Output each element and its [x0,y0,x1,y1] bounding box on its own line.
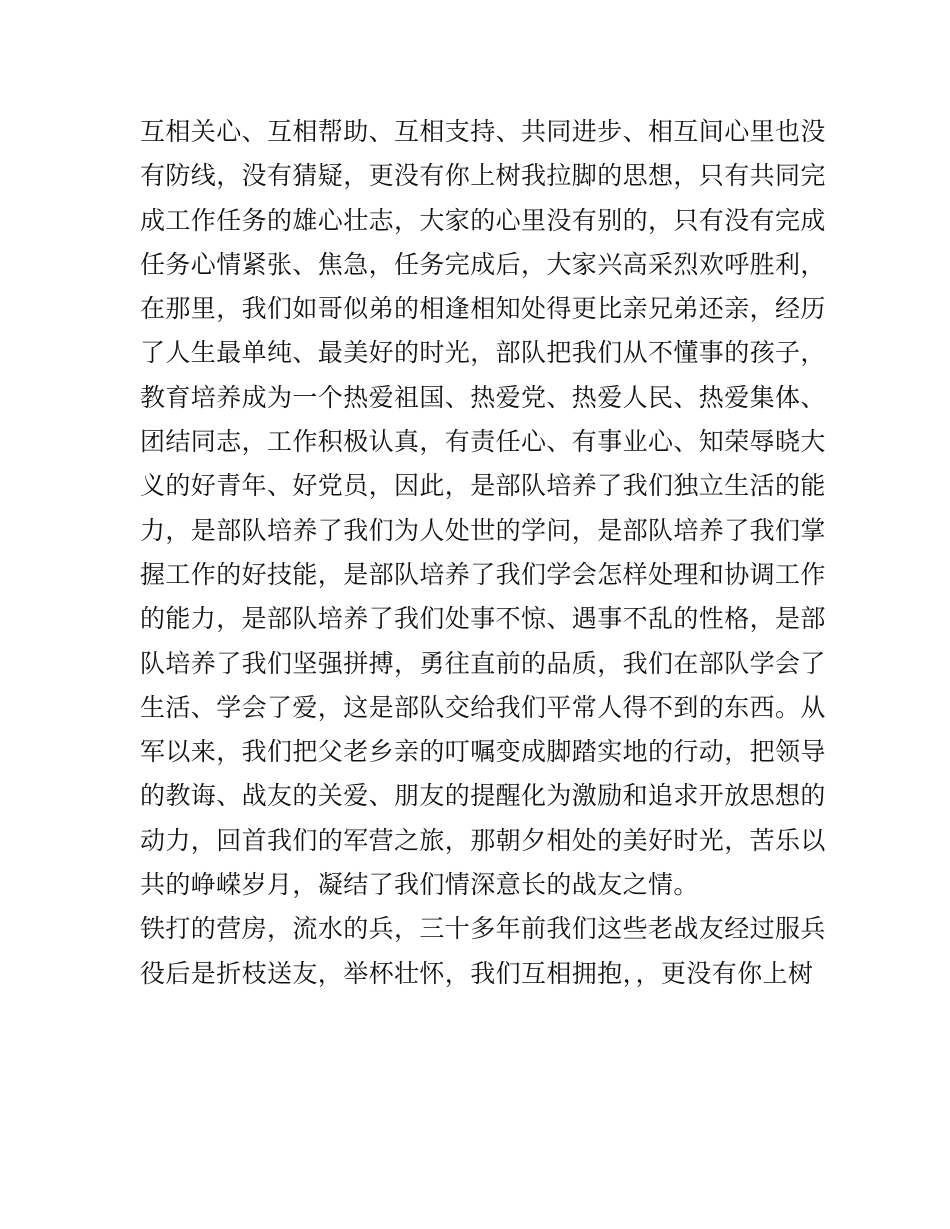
text-line: 任务心情紧张、焦急，任务完成后，大家兴高采烈欢呼胜利， [140,249,826,279]
text-line: 握工作的好技能，是部队培养了我们学会怎样处理和协调工作 [140,559,826,589]
text-line: 铁打的营房，流水的兵，三十多年前我们这些老战友经过服兵 [140,914,826,944]
text-line: 在那里，我们如哥似弟的相逢相知处得更比亲兄弟还亲，经历 [140,294,826,324]
text-line: 成工作任务的雄心壮志，大家的心里没有别的，只有没有完成 [140,205,826,235]
text-line: 动力，回首我们的军营之旅，那朝夕相处的美好时光，苦乐以 [140,825,826,855]
body-text [140,110,826,996]
text-line: 队培养了我们坚强拼搏，勇往直前的品质，我们在部队学会了 [140,648,826,678]
text-line: 团结同志，工作积极认真，有责任心、有事业心、知荣辱晓大 [140,427,826,457]
text-line: 共的峥嵘岁月，凝结了我们情深意长的战友之情。 [140,870,699,900]
text-line: 有防线，没有猜疑，更没有你上树我拉脚的思想，只有共同完 [140,161,826,191]
text-line: 的能力，是部队培养了我们处事不惊、遇事不乱的性格，是部 [140,604,826,634]
text-line: 了人生最单纯、最美好的时光，部队把我们从不懂事的孩子， [140,338,826,368]
text-line: 军以来，我们把父老乡亲的叮嘱变成脚踏实地的行动，把领导 [140,737,826,767]
text-line: 教育培养成为一个热爱祖国、热爱党、热爱人民、热爱集体、 [140,382,826,412]
text-line: 义的好青年、好党员，因此，是部队培养了我们独立生活的能 [140,471,826,501]
text-line: 生活、学会了爱，这是部队交给我们平常人得不到的东西。从 [140,692,826,722]
text-line: 的教诲、战友的关爱、朋友的提醒化为激励和追求开放思想的 [140,781,826,811]
text-line: 互相关心、互相帮助、互相支持、共同进步、相互间心里也没 [140,117,826,146]
text-line: 役后是折枝送友，举杯壮怀，我们互相拥抱，，更没有你上树 [140,958,814,988]
text-line: 力，是部队培养了我们为人处世的学问，是部队培养了我们掌 [140,515,826,545]
